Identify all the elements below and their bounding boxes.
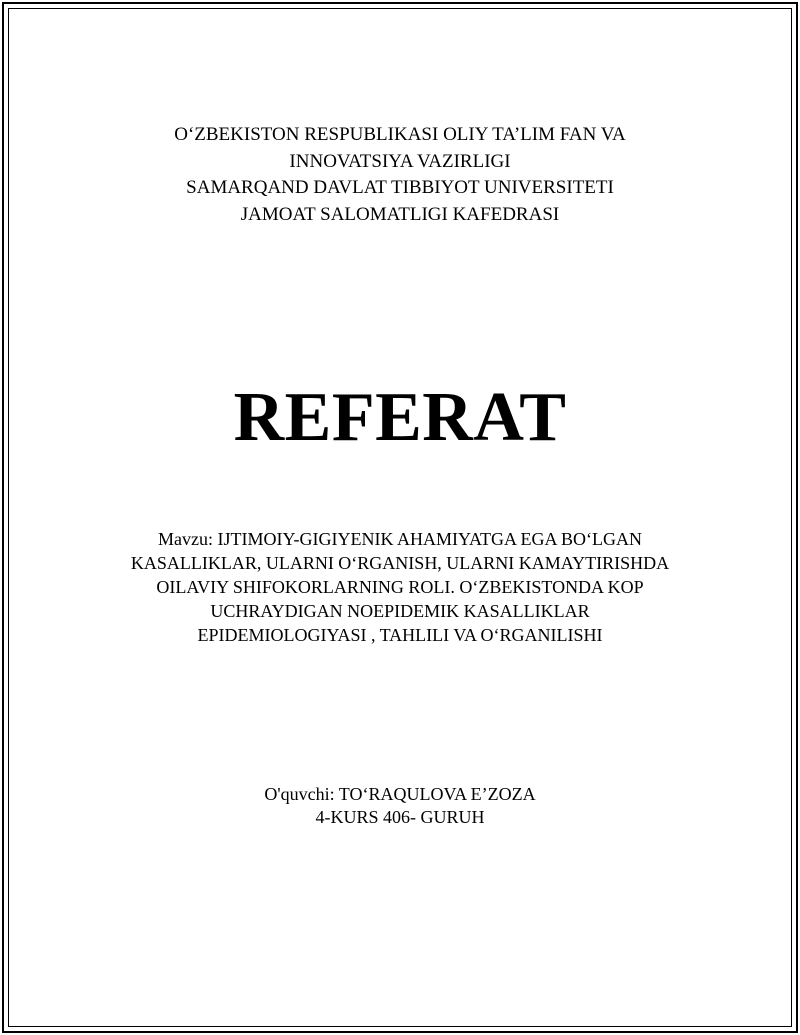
document-title: REFERAT (233, 379, 567, 456)
topic-line: KASALLIKLAR, ULARNI O‘RGANISH, ULARNI KAMAYTIRISHDA (130, 553, 670, 573)
topic-line: Mavzu: IJTIMOIY-GIGIYENIK AHAMIYATGA EGA BO‘LGAN (158, 529, 642, 549)
topic-line: UCHRAYDIGAN NOEPIDEMIK KASALLIKLAR (210, 601, 590, 621)
header-line-ministry-2: INNOVATSIYA VAZIRLIGI (289, 150, 511, 172)
topic-line: EPIDEMIOLOGIYASI , TAHLILI VA O‘RGANILISHI (197, 625, 603, 645)
institution-header (0, 122, 800, 228)
header-line-department: JAMOAT SALOMATLIGI KAFEDRASI (240, 203, 560, 225)
header-line-ministry-1: O‘ZBEKISTON RESPUBLIKASI OLIY TA’LIM FAN VA (174, 124, 626, 145)
header-line-university: SAMARQAND DAVLAT TIBBIYOT UNIVERSITETI (186, 177, 614, 198)
topic-text (100, 527, 700, 647)
student-name: O'quvchi: TO‘RAQULOVA E’ZOZA (264, 784, 536, 804)
student-group: 4-KURS 406- GURUH (315, 807, 485, 827)
topic-line: OILAVIY SHIFOKORLARNING ROLI. O‘ZBEKISTONDA KOP (156, 577, 644, 597)
student-info (0, 783, 800, 829)
